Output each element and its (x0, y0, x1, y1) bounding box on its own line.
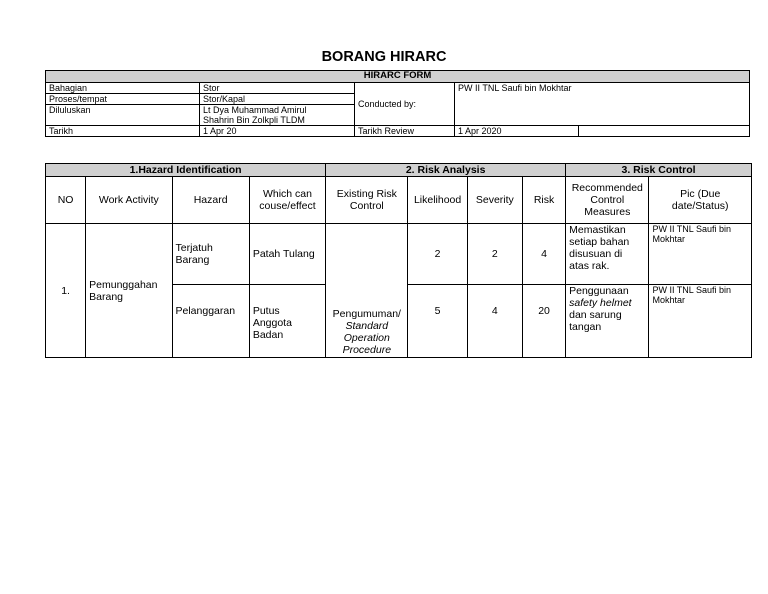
hazard-line-1: Terjatuh (175, 242, 213, 254)
diluluskan-value (200, 105, 355, 126)
hazard-cell (172, 285, 249, 358)
diluluskan-line-1: Lt Dya Muhammad Amirul (203, 105, 307, 115)
activity-line-2: Barang (89, 290, 124, 303)
review-label: Tarikh Review (355, 126, 455, 137)
section-risk-analysis: 2. Risk Analysis (326, 164, 566, 177)
header-control-measures (566, 177, 649, 224)
hazard-table (45, 163, 752, 358)
measures-line-3: dan sarung (569, 309, 622, 321)
measures-line-2: setiap bahan (569, 236, 630, 248)
measures-line-2: safety helmet (569, 297, 632, 309)
risk-cell: 4 (522, 224, 565, 285)
diluluskan-label: Diluluskan (46, 105, 200, 126)
existing-line-4: Procedure (342, 344, 392, 356)
conducted-label: Conducted by: (355, 83, 455, 126)
header-measures-line-3: Measures (584, 206, 631, 218)
severity-cell: 2 (467, 224, 522, 285)
effect-line-3: Badan (252, 329, 284, 341)
header-no: NO (46, 177, 86, 224)
measures-line-4: atas rak. (569, 260, 610, 272)
header-effect-line-1: Which can (262, 188, 312, 200)
likelihood-cell: 2 (408, 224, 467, 285)
hazard-line-2: Barang (175, 254, 210, 266)
section-risk-control: 3. Risk Control (566, 164, 752, 177)
hazard-line-1: Pelanggaran (175, 305, 236, 317)
header-severity: Severity (467, 177, 522, 224)
risk-cell: 20 (522, 285, 565, 358)
header-pic-line-1: Pic (Due (680, 188, 721, 200)
header-pic (649, 177, 752, 224)
effect-line-1: Putus (252, 305, 280, 317)
conducted-value: PW II TNL Saufi bin Mokhtar (455, 83, 750, 126)
measures-line-4: tangan (569, 321, 602, 333)
control-measures-cell (566, 224, 649, 285)
existing-line-1: Pengumuman/ (332, 308, 401, 320)
tarikh-value: 1 Apr 20 (200, 126, 355, 137)
existing-line-2: Standard (345, 320, 389, 332)
bahagian-label: Bahagian (46, 83, 200, 94)
bahagian-value: Stor (200, 83, 355, 94)
diluluskan-line-2: Shahrin Bin Zolkpli TLDM (203, 115, 305, 125)
section-hazard-identification: 1.Hazard Identification (46, 164, 326, 177)
proses-label: Proses/tempat (46, 94, 200, 105)
header-measures-line-1: Recommended (571, 182, 643, 194)
pic-cell (649, 285, 752, 358)
effect-line-2: Anggota (252, 317, 292, 329)
tarikh-label: Tarikh (46, 126, 200, 137)
proses-value: Stor/Kapal (200, 94, 355, 105)
control-measures-cell (566, 285, 649, 358)
measures-line-1: Penggunaan (569, 285, 629, 297)
header-existing-line-1: Existing Risk (336, 188, 397, 200)
hirarc-form-header (45, 70, 750, 137)
header-work-activity: Work Activity (86, 177, 172, 224)
review-value: 1 Apr 2020 (455, 126, 579, 137)
measures-line-3: disusuan di (569, 248, 623, 260)
likelihood-cell: 5 (408, 285, 467, 358)
header-measures-line-2: Control (590, 194, 625, 206)
pic-line-2: Mokhtar (652, 295, 685, 305)
effect-cell: Patah Tulang (249, 224, 325, 285)
review-empty-cell (579, 126, 750, 137)
header-existing-control (326, 177, 408, 224)
row-number: 1. (46, 224, 86, 358)
pic-line-1: PW II TNL Saufi bin (652, 285, 731, 295)
hazard-cell (172, 224, 249, 285)
pic-line-2: Mokhtar (652, 234, 685, 244)
severity-cell: 4 (467, 285, 522, 358)
header-risk: Risk (522, 177, 565, 224)
page-title: BORANG HIRARC (321, 49, 447, 65)
existing-control-cell (326, 224, 408, 358)
table-row (46, 224, 752, 285)
pic-line-1: PW II TNL Saufi bin (652, 224, 731, 234)
header-pic-line-2: date/Status) (671, 200, 729, 212)
pic-cell (649, 224, 752, 285)
header-effect-line-2: couse/effect (259, 200, 316, 212)
measures-line-1: Memastikan (569, 224, 626, 236)
header-effect (249, 177, 325, 224)
header-likelihood: Likelihood (408, 177, 467, 224)
row-work-activity (86, 224, 172, 358)
existing-line-3: Operation (343, 332, 390, 344)
effect-cell (249, 285, 325, 358)
header-hazard: Hazard (172, 177, 249, 224)
header-existing-line-2: Control (349, 200, 384, 212)
form-band: HIRARC FORM (46, 71, 750, 83)
activity-line-1: Pemunggahan (89, 278, 158, 291)
